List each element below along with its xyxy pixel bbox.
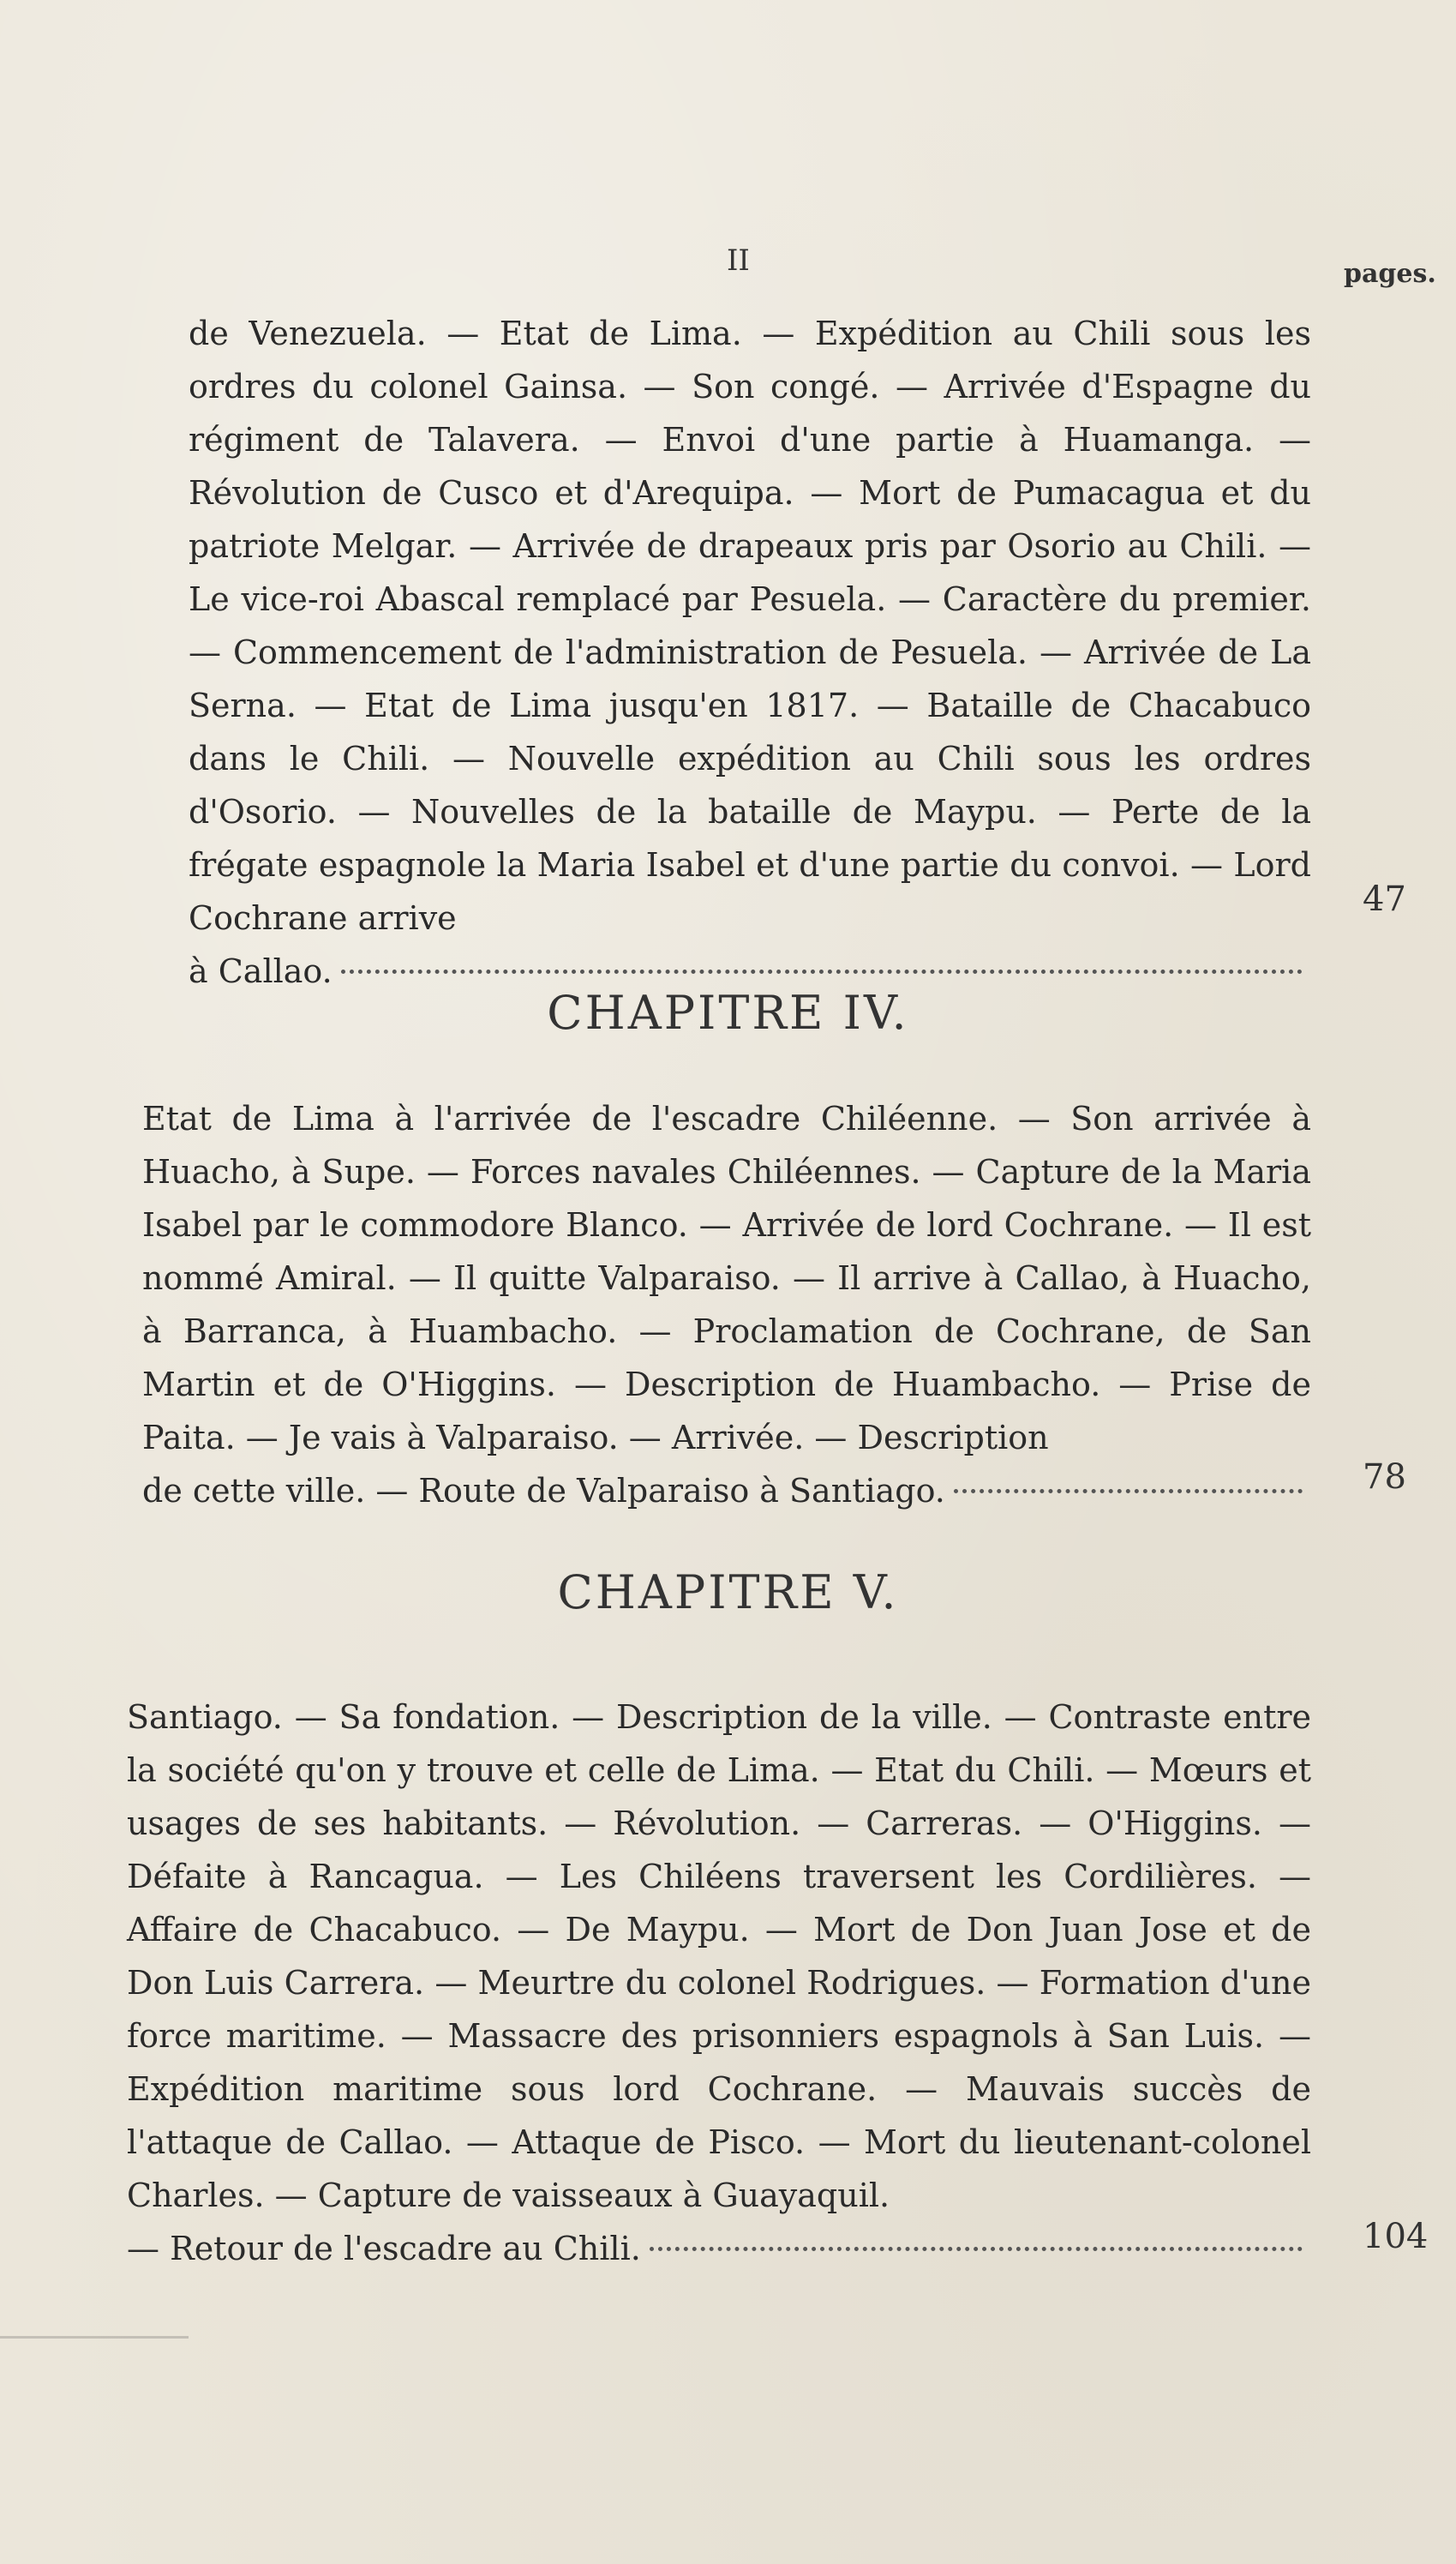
toc-page-number: 47 xyxy=(1363,880,1406,919)
chapter-heading-iv: CHAPITRE IV. xyxy=(547,986,909,1040)
pages-column-label: pages. xyxy=(1344,259,1436,289)
page-divider xyxy=(0,2336,189,2339)
dot-leader xyxy=(341,970,1303,974)
toc-entry-chapter-v xyxy=(127,1690,1311,2275)
page-number: II xyxy=(727,243,750,278)
toc-entry-chapter-iv xyxy=(142,1092,1311,1517)
dot-leader xyxy=(650,2247,1303,2251)
toc-entry-last-line-text: — Retour de l'escadre au Chili. xyxy=(127,2230,641,2267)
dot-leader xyxy=(954,1489,1303,1493)
toc-entry-last-line xyxy=(127,2222,1311,2275)
chapter-heading-v: CHAPITRE V. xyxy=(557,1565,899,1619)
toc-entry-chapter-iii-continued xyxy=(189,307,1311,998)
toc-entry-last-line xyxy=(142,1464,1311,1517)
toc-page-number: 104 xyxy=(1363,2217,1429,2256)
toc-entry-text: Santiago. — Sa fondation. — Description de la ville. — Contraste entre la société qu'on y trouve et celle de Lima. — Etat du Chili. — Mœurs et usages de ses habitants. — Révolution. — Carreras. — O'Higgins. — Défaite à Rancagua. — Les Chiléens traversent les Cordilières. — Affaire de Chacabuco. — De Maypu. — Mort de Don Juan Jose et de Don Luis Carrera. — Meurtre du colonel Rodrigues. — Formation d'une force maritime. — Massacre des prisonniers espagnols à San Luis. — Expédition maritime sous lord Cochrane. — Mauvais succès de l'attaque de Callao. — Attaque de Pisco. — Mort du lieutenant-colonel Charles. — Capture de vaisseaux à Guayaquil. xyxy=(127,1698,1311,2214)
toc-page-number: 78 xyxy=(1363,1457,1406,1497)
toc-entry-text: de Venezuela. — Etat de Lima. — Expédition au Chili sous les ordres du colonel Gainsa. — Son congé. — Arrivée d'Espagne du régiment de Talavera. — Envoi d'une partie à Huamanga. — Révolution de Cusco et d'Arequipa. — Mort de Pumacagua et du patriote Melgar. — Arrivée de drapeaux pris par Osorio au Chili. — Le vice-roi Abascal remplacé par Pesuela. — Caractère du premier. — Commencement de l'administration de Pesuela. — Arrivée de La Serna. — Etat de Lima jusqu'en 1817. — Bataille de Chacabuco dans le Chili. — Nouvelle expédition au Chili sous les ordres d'Osorio. — Nouvelles de la bataille de Maypu. — Perte de la frégate espagnole la Maria Isabel et d'une partie du convoi. — Lord Cochrane arrive xyxy=(189,315,1311,937)
toc-entry-last-line-text: de cette ville. — Route de Valparaiso à Santiago. xyxy=(142,1472,945,1510)
toc-entry-last-line-text: à Callao. xyxy=(189,952,333,990)
toc-entry-text: Etat de Lima à l'arrivée de l'escadre Chiléenne. — Son arrivée à Huacho, à Supe. — Forces navales Chiléennes. — Capture de la Maria Isabel par le commodore Blanco. — Arrivée de lord Cochrane. — Il est nommé Amiral. — Il quitte Valparaiso. — Il arrive à Callao, à Huacho, à Barranca, à Huambacho. — Proclamation de Cochrane, de San Martin et de O'Higgins. — Description de Huambacho. — Prise de Paita. — Je vais à Valparaiso. — Arrivée. — Description xyxy=(142,1100,1311,1456)
